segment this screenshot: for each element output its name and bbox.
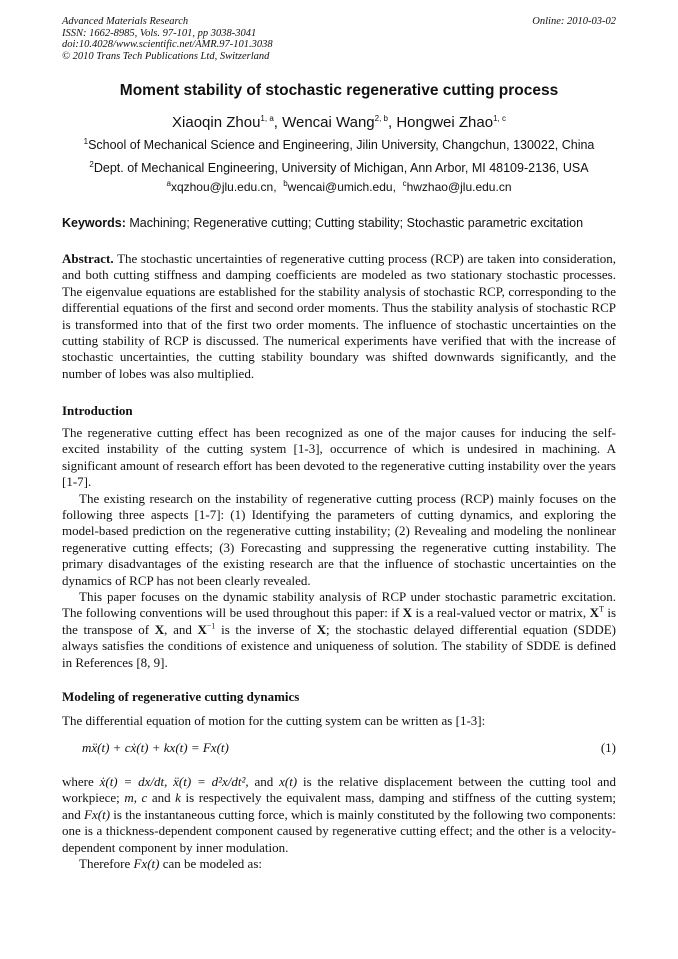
copyright-line: © 2010 Trans Tech Publications Ltd, Switzerland xyxy=(62,50,270,62)
author-name: Hongwei Zhao xyxy=(396,114,494,131)
issn-line: ISSN: 1662-8985, Vols. 97-101, pp 3038-3041 xyxy=(62,27,257,39)
author-sup: 1, a xyxy=(260,114,274,123)
paper-title: Moment stability of stochastic regenerative cutting process xyxy=(119,82,559,99)
math-symbol: X xyxy=(197,621,207,637)
affiliation-sup: 2 xyxy=(89,159,94,169)
text-run: is a real-valued vector or matrix, xyxy=(415,605,587,621)
section-heading-modeling: Modeling of regenerative cutting dynamics xyxy=(62,689,300,704)
abstract-text: The stochastic uncertainties of regenerative cutting process (RCP) are taken into consideration, and both cutting stiffness and damping coefficients are modeled as two stationary stochastic processes. The eigenvalue equations are established for the stability analysis of stochastic RCP, corresponding to the differential equations of the first and second order moments. Thus the stability analysis of stochastic RCP is transformed into that of the first two order moments. The influence of stochastic uncertainties on the cutting stability of RCP is discussed. The numerical experiments have verified that with the increase of stochastic uncertainties, the cutting stability boundary was shifted downwards significantly, and the number of lobes was also multiplied. xyxy=(62,251,616,381)
affiliation-text: Dept. of Mechanical Engineering, University of Michigan, Ann Arbor, MI 48109-2136, USA xyxy=(93,161,589,175)
text-run: , and xyxy=(164,621,192,637)
keywords-label: Keywords: xyxy=(62,216,126,230)
email-list xyxy=(0,180,678,194)
text-run: can be modeled as: xyxy=(162,856,262,872)
text-run: is the relative displacement between the cutting tool and workpiece; xyxy=(62,774,616,806)
math-inline: m xyxy=(124,790,134,806)
paragraph xyxy=(62,856,616,872)
email-link[interactable]: wencai@umich.edu, xyxy=(287,180,396,194)
equation-number: (1) xyxy=(600,740,616,755)
math-inline: k xyxy=(175,790,181,806)
email-sup: a xyxy=(166,179,171,188)
math-inline: Fx(t) xyxy=(133,856,160,872)
paragraph xyxy=(62,589,616,671)
math-symbol: X xyxy=(589,605,600,621)
paragraph: where ẋ(t) = dx/dt, ẍ(t) = d²x/dt², and x(t) is the relative displacement between the cutting tool and workpiece; m, c and k is respectively the equivalent mass, damping and stiffness of the cutting system; and Fx(t) is the instantaneous cutting force, which is mainly constituted by the following two components: one is a thickness-dependent component caused by regenerative cutting effect; and the other is a velocity-dependent component by inner modulation. xyxy=(62,774,617,855)
math-inline: Fx(t) xyxy=(84,806,111,822)
author-sup: 1, c xyxy=(493,114,506,123)
math-inline: ẍ(t) = d²x/dt² xyxy=(173,774,246,789)
introduction-body xyxy=(62,425,616,671)
modeling-body xyxy=(62,774,616,872)
text-run: and xyxy=(151,790,171,806)
affiliation-1 xyxy=(0,138,678,152)
text-run: is respectively the equivalent mass, damping and stiffness of the cutting system; and xyxy=(62,790,617,822)
math-sup: T xyxy=(599,605,604,615)
keywords-text: Machining; Regenerative cutting; Cutting stability; Stochastic parametric excitation xyxy=(129,216,584,230)
paragraph: The existing research on the instability of regenerative cutting process (RCP) mainly focuses on the following three aspects [1-7]: (1) Identifying the parameters of cutting dynamics, and exploring the model-based prediction on the regenerative cutting instability; (2) Revealing and modeling the nonlinear regenerative cutting effects; (3) Forecasting and suppressing the regenerative cutting instability. The primary disadvantages of the existing research are that the influence of stochastic uncertainties on the dynamics of RCP has not been clearly revealed. xyxy=(62,490,616,588)
affiliation-2 xyxy=(0,161,678,175)
journal-header xyxy=(62,16,273,62)
abstract-label: Abstract. xyxy=(62,251,114,266)
math-inline: x(t) xyxy=(279,774,298,789)
math-sup: −1 xyxy=(206,621,216,631)
text-run: is the inverse of xyxy=(221,621,311,637)
affiliation-text: School of Mechanical Science and Engineering, Jilin University, Changchun, 130022, China xyxy=(88,138,595,152)
text-run: This paper focuses on the dynamic stability analysis of RCP under stochastic parametric excitation. The following conventions will be used throughout this paper: if xyxy=(62,589,616,621)
email-sup: b xyxy=(283,179,288,188)
online-date: Online: 2010-03-02 xyxy=(532,16,616,27)
author-sup: 2, b xyxy=(374,114,388,123)
author-name: Xiaoqin Zhou xyxy=(172,114,261,131)
math-symbol: X xyxy=(154,621,165,637)
author-list: Xiaoqin Zhou$^{1, a}$, Wencai Wang$^{2, b}$, Hongwei Zhao$^{1, c}$ xyxy=(172,114,506,131)
text-run: is the instantaneous cutting force, which is mainly constituted by the following two components: one is a thickness-dependent component caused by regenerative cutting effect; and the other is a velocity-dependent component by inner modulation. xyxy=(62,806,617,855)
affiliation-sup: 1 xyxy=(83,136,89,146)
email-sup: c xyxy=(402,179,407,188)
text-run: is the transpose of xyxy=(62,605,617,637)
math-symbol: X xyxy=(402,605,413,621)
email-link[interactable]: xqzhou@jlu.edu.cn, xyxy=(170,180,277,194)
text-run: ; the stochastic delayed differential equation (SDDE) always satisfies the conditions of existence and uniqueness of solution. The stability of SDDE is defined in References [8, 9]. xyxy=(62,621,617,670)
paragraph: The regenerative cutting effect has been recognized as one of the major causes for inducing the self-excited instability of the cutting system [1-3], occurrence of which is undesired in machining. A significant amount of research effort has been devoted to the regenerative cutting instability over the years [1-7]. xyxy=(62,425,616,490)
email-link[interactable]: hwzhao@jlu.edu.cn xyxy=(406,180,512,194)
doi-line[interactable]: doi:10.4028/www.scientific.net/AMR.97-101.3038 xyxy=(62,39,273,50)
journal-name: Advanced Materials Research xyxy=(62,16,189,27)
author-name: Wencai Wang xyxy=(282,114,375,131)
text-run: where xyxy=(62,774,94,789)
equation-1: mẍ(t) + cẋ(t) + kx(t) = Fx(t) xyxy=(82,740,229,755)
text-run: Therefore xyxy=(79,856,131,872)
keywords xyxy=(62,216,616,230)
section-heading-introduction: Introduction xyxy=(62,403,133,418)
paragraph: The differential equation of motion for the cutting system can be written as [1-3]: xyxy=(62,713,486,728)
text-run: , and xyxy=(245,774,274,789)
math-symbol: X xyxy=(316,621,327,637)
math-inline: c xyxy=(141,790,148,806)
math-inline: ẋ(t) = dx/dt xyxy=(99,774,165,789)
abstract xyxy=(62,251,616,382)
